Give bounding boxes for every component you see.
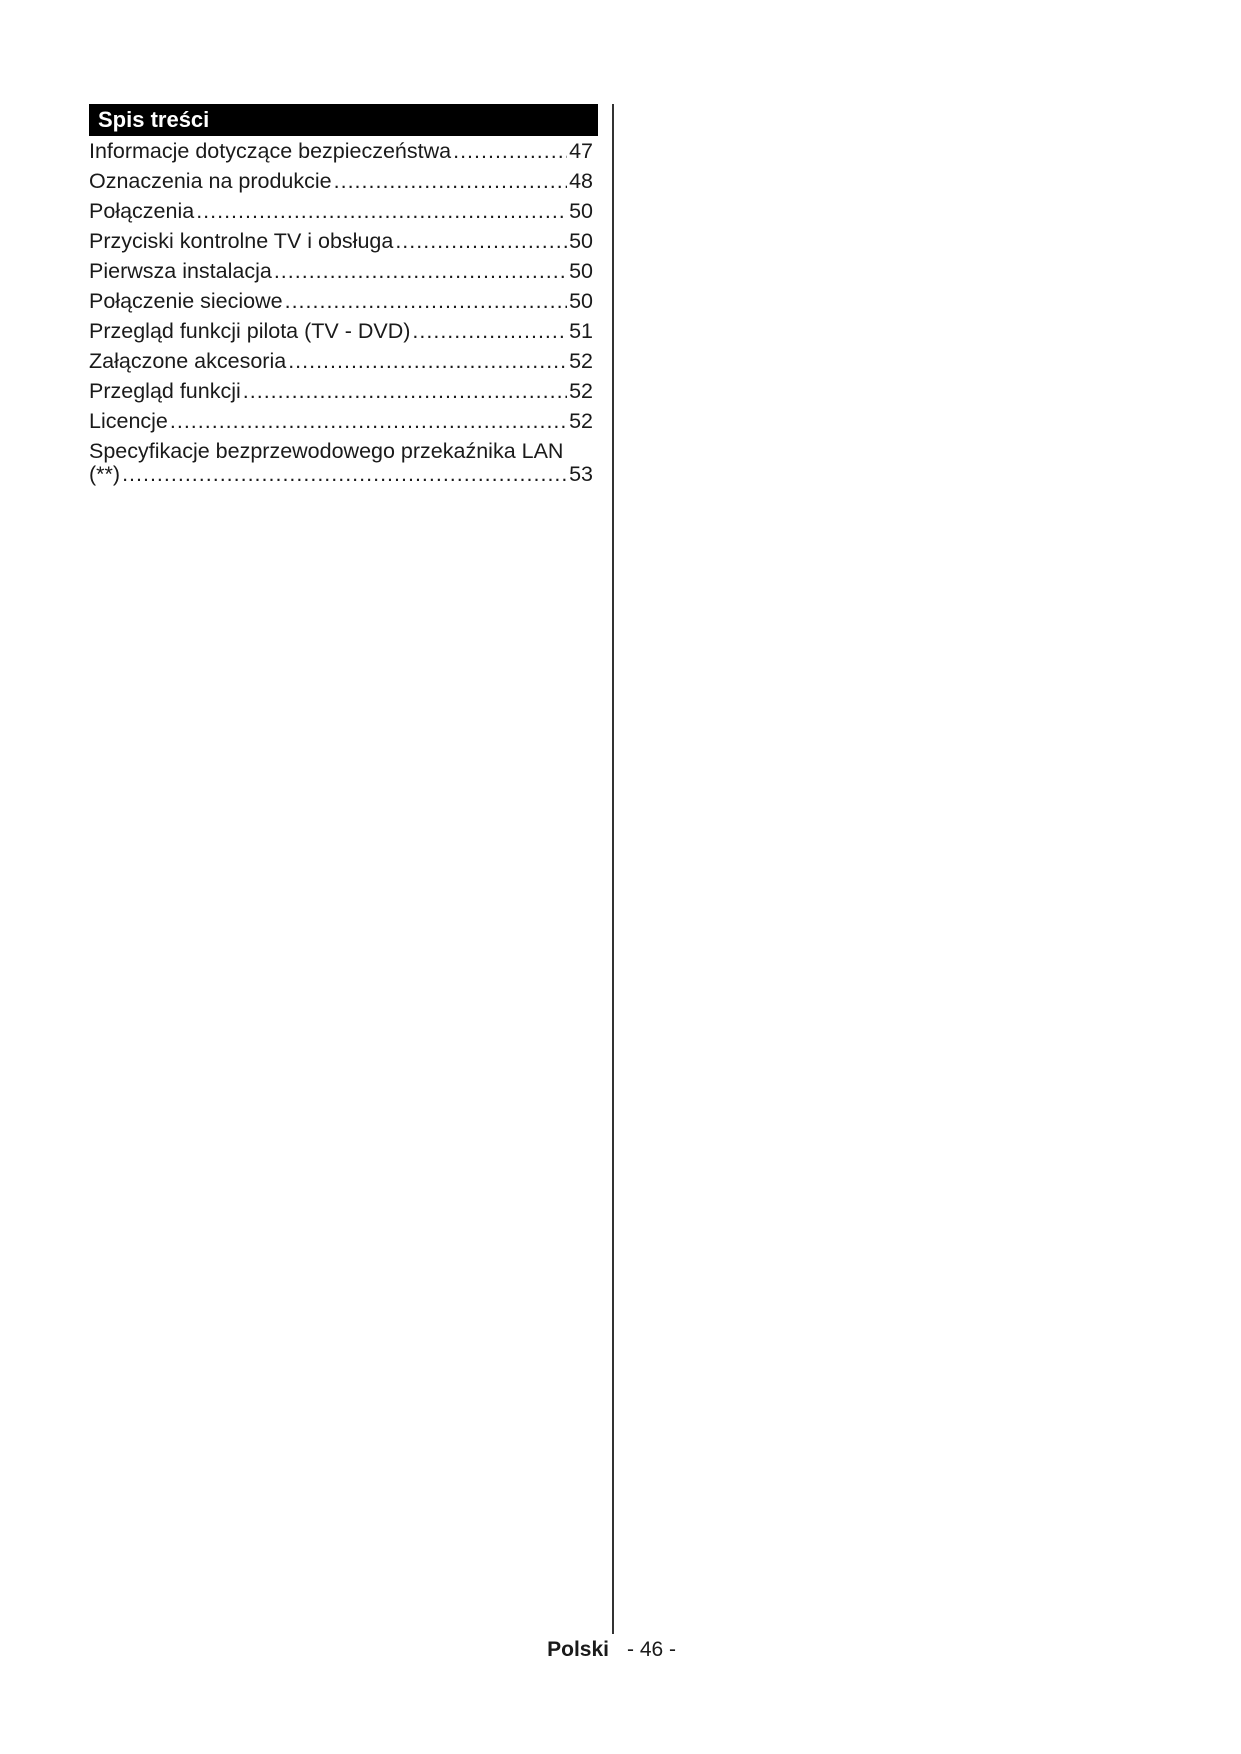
toc-leader-dots [122,463,567,485]
toc-entry-page: 50 [569,259,593,283]
toc-list [89,136,593,485]
toc-entry-multiline[interactable] [89,439,593,485]
footer-page-number: - 46 - [627,1638,677,1661]
toc-entry-page: 50 [569,289,593,313]
toc-entry-label: Przegląd funkcji [89,379,241,403]
toc-entry[interactable] [89,256,593,286]
toc-entry[interactable] [89,166,593,196]
toc-entry-page: 53 [569,462,593,486]
toc-entry-label-cont: (**) [89,462,121,486]
toc-entry-label: Pierwsza instalacja [89,259,272,283]
toc-entry-label: Połączenie sieciowe [89,289,283,313]
toc-entry-page: 52 [569,409,593,433]
toc-leader-dots [243,376,567,406]
toc-leader-dots [274,256,567,286]
toc-entry[interactable] [89,406,593,436]
toc-entry-page: 50 [569,199,593,223]
toc-entry-page: 47 [569,139,593,163]
toc-leader-dots [170,406,567,436]
toc-leader-dots [285,286,567,316]
footer-language: Polski [547,1638,609,1661]
toc-entry[interactable] [89,226,593,256]
toc-entry-label: Oznaczenia na produkcie [89,169,332,193]
toc-entry-page: 52 [569,379,593,403]
toc-entry[interactable] [89,376,593,406]
toc-entry[interactable] [89,196,593,226]
toc-entry-page: 48 [569,169,593,193]
toc-leader-dots [412,316,567,346]
toc-entry-label: Informacje dotyczące bezpieczeństwa [89,139,452,163]
toc-entry[interactable] [89,346,593,376]
toc-entry-label: Załączone akcesoria [89,349,287,373]
toc-leader-dots [453,136,567,166]
column-divider [612,104,614,1634]
page-footer [0,1634,1241,1668]
toc-entry-page: 52 [569,349,593,373]
toc-leader-dots [196,196,567,226]
toc-entry-page: 51 [569,319,593,343]
toc-leader-dots [288,346,567,376]
toc-entry-label: Połączenia [89,199,195,223]
table-of-contents [89,104,598,485]
toc-entry-label: Specyfikacje bezprzewodowego przekaźnika LAN [89,439,564,463]
toc-entry[interactable] [89,316,593,346]
toc-entry-label: Licencje [89,409,168,433]
toc-leader-dots [395,226,567,256]
toc-entry-page: 50 [569,229,593,253]
toc-leader-dots [334,166,567,196]
toc-entry-label: Przegląd funkcji pilota (TV - DVD) [89,319,411,343]
toc-entry[interactable] [89,136,593,166]
toc-entry-label: Przyciski kontrolne TV i obsługa [89,229,394,253]
toc-title: Spis treści [89,104,598,136]
toc-entry[interactable] [89,286,593,316]
